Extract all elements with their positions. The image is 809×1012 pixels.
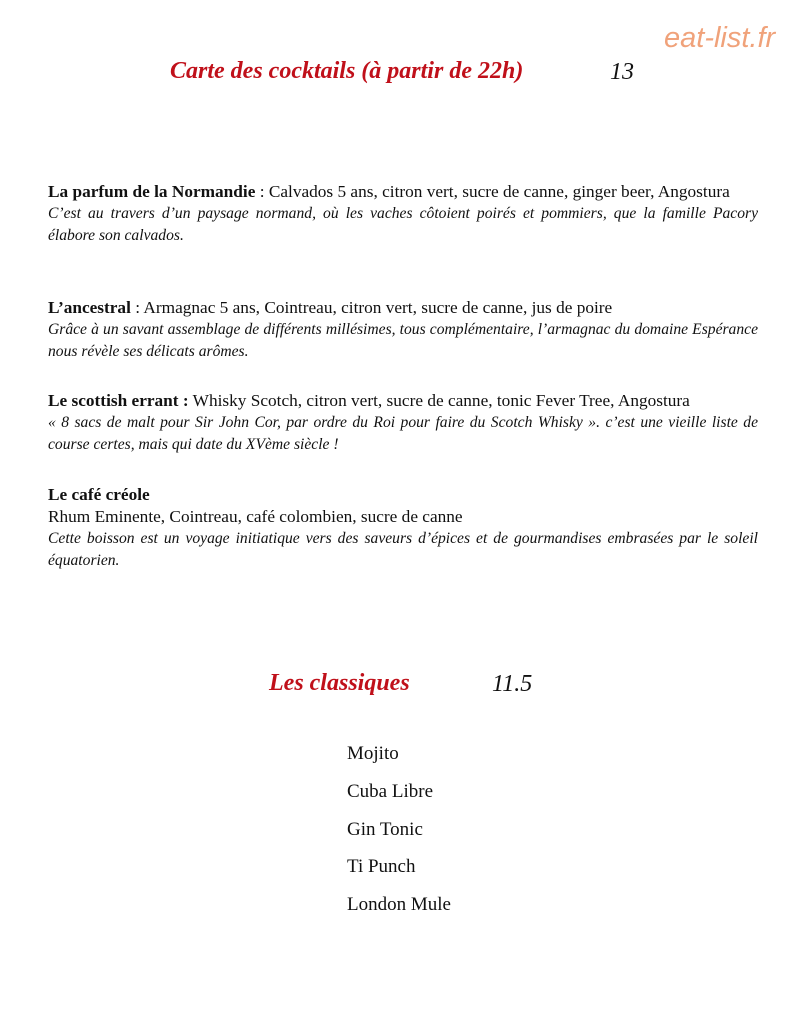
cocktail-separator: :: [255, 182, 269, 201]
cocktail-description: Cette boisson est un voyage initiatique vers des saveurs d’épices et de gourmandises embrasées par le soleil équatorien.: [48, 530, 758, 569]
cocktail-item: [48, 484, 758, 571]
classics-section-price: 11.5: [492, 671, 533, 697]
cocktail-description: Grâce à un savant assemblage de différents millésimes, tous complémentaire, l’armagnac du domaine Espérance nous révèle ses délicats arômes.: [48, 321, 758, 360]
cocktail-name: La parfum de la Normandie: [48, 182, 256, 201]
classic-item: Ti Punch: [347, 856, 416, 878]
cocktail-description: « 8 sacs de malt pour Sir John Cor, par ordre du Roi pour faire du Scotch Whisky ». c’est une vieille liste de course certes, mais qui date du XVème siècle !: [48, 414, 758, 453]
cocktails-section-price: 13: [610, 59, 634, 85]
classics-list: [347, 741, 451, 930]
cocktail-line: [48, 297, 758, 319]
cocktail-name: Le café créole: [48, 485, 150, 504]
cocktail-ingredients: Calvados 5 ans, citron vert, sucre de canne, ginger beer, Angostura: [268, 182, 730, 201]
cocktail-separator: :: [130, 298, 144, 317]
classic-item: Gin Tonic: [347, 818, 423, 840]
cocktail-line: [48, 390, 758, 412]
classics-section-title: Les classiques: [269, 670, 410, 696]
watermark-logo: eat-list.fr: [664, 22, 776, 54]
cocktails-section-title: Carte des cocktails (à partir de 22h): [170, 58, 524, 84]
classic-item: Mojito: [347, 743, 399, 764]
cocktail-name: Le scottish errant :: [48, 391, 189, 410]
classic-item: Cuba Libre: [347, 780, 434, 802]
cocktail-description: C’est au travers d’un paysage normand, où les vaches côtoient poirés et pommiers, que la famille Pacory élabore son calvados.: [48, 205, 758, 244]
cocktail-item: [48, 297, 758, 362]
cocktail-name: L’ancestral: [48, 298, 131, 317]
cocktail-ingredients: Rhum Eminente, Cointreau, café colombien, sucre de canne: [48, 507, 463, 526]
cocktail-ingredients: Armagnac 5 ans, Cointreau, citron vert, sucre de canne, jus de poire: [143, 298, 613, 317]
cocktail-item: [48, 390, 758, 455]
cocktail-ingredients: Whisky Scotch, citron vert, sucre de canne, tonic Fever Tree, Angostura: [192, 391, 690, 410]
classic-item: London Mule: [347, 894, 451, 916]
cocktail-item: [48, 181, 758, 246]
cocktail-line: [48, 181, 758, 203]
